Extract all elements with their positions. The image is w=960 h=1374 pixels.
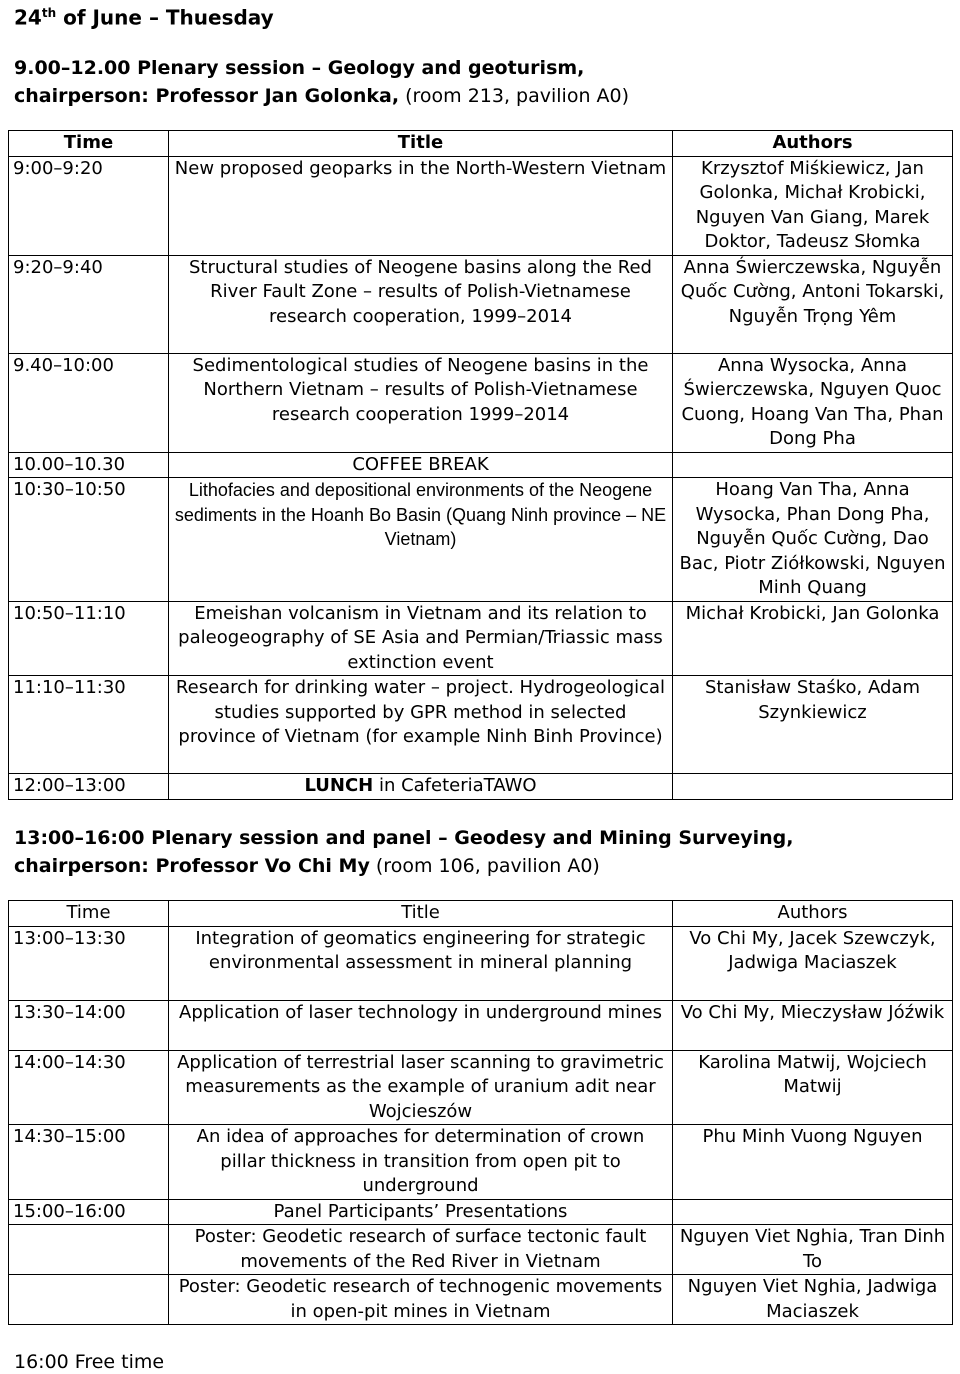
row-authors: Michał Krobicki, Jan Golonka xyxy=(673,601,953,676)
row-authors: Vo Chi My, Jacek Szewczyk, Jadwiga Maciaszek xyxy=(673,926,953,1000)
table-row xyxy=(9,478,953,602)
row-title: Emeishan volcanism in Vietnam and its relation to paleogeography of SE Asia and Permian/Triassic mass extinction event xyxy=(169,601,673,676)
table-row xyxy=(9,255,953,353)
row-time: 10:50–11:10 xyxy=(9,601,169,676)
table-row xyxy=(9,1050,953,1125)
row-authors: Anna Wysocka, Anna Świerczewska, Nguyen Quoc Cuong, Hoang Van Tha, Phan Dong Pha xyxy=(673,353,953,452)
row-authors: Vo Chi My, Mieczysław Jóźwik xyxy=(673,1000,953,1050)
row-title xyxy=(169,774,673,800)
row-time: 9.40–10:00 xyxy=(9,353,169,452)
row-title: Structural studies of Neogene basins along the Red River Fault Zone – results of Polish-Vietnamese research cooperation, 1999–2014 xyxy=(169,255,673,353)
table-row xyxy=(9,601,953,676)
table-row xyxy=(9,1000,953,1050)
day-heading: 24th of June – Thuesday xyxy=(14,5,274,30)
session1-table xyxy=(8,130,953,800)
row-authors: Hoang Van Tha, Anna Wysocka, Phan Dong Pha, Nguyễn Quốc Cường, Dao Bac, Piotr Ziółkowski, Nguyen Minh Quang xyxy=(673,478,953,602)
row-authors: Stanisław Staśko, Adam Szynkiewicz xyxy=(673,676,953,774)
session1-heading: 9.00–12.00 Plenary session – Geology and geoturism, xyxy=(14,57,585,79)
lunch-label: LUNCH xyxy=(304,775,374,796)
lunch-location: in CafeteriaTAWO xyxy=(373,775,537,796)
row-title: Application of laser technology in underground mines xyxy=(169,1000,673,1050)
row-time: 9:00–9:20 xyxy=(9,156,169,255)
table-row xyxy=(9,1125,953,1200)
free-time-note: 16:00 Free time xyxy=(14,1351,165,1373)
row-time: 13:30–14:00 xyxy=(9,1000,169,1050)
row-time: 14:00–14:30 xyxy=(9,1050,169,1125)
table-row xyxy=(9,452,953,478)
row-title: An idea of approaches for determination of crown pillar thickness in transition from open pit to underground xyxy=(169,1125,673,1200)
row-authors: Nguyen Viet Nghia, Jadwiga Maciaszek xyxy=(673,1275,953,1325)
table-header-row xyxy=(9,131,953,157)
row-authors: Phu Minh Vuong Nguyen xyxy=(673,1125,953,1200)
table-row xyxy=(9,1275,953,1325)
table-row xyxy=(9,926,953,1000)
row-title: New proposed geoparks in the North-Western Vietnam xyxy=(169,156,673,255)
row-authors: Krzysztof Miśkiewicz, Jan Golonka, Michał Krobicki, Nguyen Van Giang, Marek Doktor, Tadeusz Słomka xyxy=(673,156,953,255)
row-title: Poster: Geodetic research of surface tectonic fault movements of the Red River in Vietnam xyxy=(169,1225,673,1275)
table-row xyxy=(9,353,953,452)
header-title: Title xyxy=(169,131,673,157)
row-authors: Nguyen Viet Nghia, Tran Dinh To xyxy=(673,1225,953,1275)
row-title: Poster: Geodetic research of technogenic movements in open-pit mines in Vietnam xyxy=(169,1275,673,1325)
table-row xyxy=(9,1225,953,1275)
header-title: Title xyxy=(169,901,673,927)
table-row xyxy=(9,1199,953,1225)
row-time: 10.00–10.30 xyxy=(9,452,169,478)
row-time: 12:00–13:00 xyxy=(9,774,169,800)
row-time: 9:20–9:40 xyxy=(9,255,169,353)
row-authors xyxy=(673,774,953,800)
header-authors: Authors xyxy=(673,901,953,927)
coffee-break-label: COFFEE BREAK xyxy=(169,452,673,478)
row-time xyxy=(9,1225,169,1275)
row-time: 13:00–13:30 xyxy=(9,926,169,1000)
row-time xyxy=(9,1275,169,1325)
row-time: 15:00–16:00 xyxy=(9,1199,169,1225)
session2-chair: chairperson: Professor Vo Chi My (room 106, pavilion A0) xyxy=(14,855,600,877)
session1-chair: chairperson: Professor Jan Golonka, (room 213, pavilion A0) xyxy=(14,85,630,107)
row-authors xyxy=(673,452,953,478)
header-time: Time xyxy=(9,901,169,927)
header-authors: Authors xyxy=(673,131,953,157)
row-title: Panel Participants’ Presentations xyxy=(169,1199,673,1225)
session2-table xyxy=(8,900,953,1325)
session2-heading: 13:00–16:00 Plenary session and panel – Geodesy and Mining Surveying, xyxy=(14,827,794,849)
row-time: 14:30–15:00 xyxy=(9,1125,169,1200)
row-authors: Karolina Matwij, Wojciech Matwij xyxy=(673,1050,953,1125)
row-title: Sedimentological studies of Neogene basins in the Northern Vietnam – results of Polish-Vietnamese research cooperation 1999–2014 xyxy=(169,353,673,452)
row-title: Application of terrestrial laser scanning to gravimetric measurements as the example of uranium adit near Wojcieszów xyxy=(169,1050,673,1125)
row-title: Research for drinking water – project. Hydrogeological studies supported by GPR method in selected province of Vietnam (for example Ninh Binh Province) xyxy=(169,676,673,774)
header-time: Time xyxy=(9,131,169,157)
table-row xyxy=(9,774,953,800)
table-header-row xyxy=(9,901,953,927)
row-time: 10:30–10:50 xyxy=(9,478,169,602)
table-row xyxy=(9,156,953,255)
row-title: Lithofacies and depositional environments of the Neogene sediments in the Hoanh Bo Basin (Quang Ninh province – NE Vietnam) xyxy=(169,478,673,602)
table-row xyxy=(9,676,953,774)
row-authors: Anna Świerczewska, Nguyễn Quốc Cường, Antoni Tokarski, Nguyễn Trọng Yêm xyxy=(673,255,953,353)
row-time: 11:10–11:30 xyxy=(9,676,169,774)
row-authors xyxy=(673,1199,953,1225)
row-title: Integration of geomatics engineering for strategic environmental assessment in mineral planning xyxy=(169,926,673,1000)
